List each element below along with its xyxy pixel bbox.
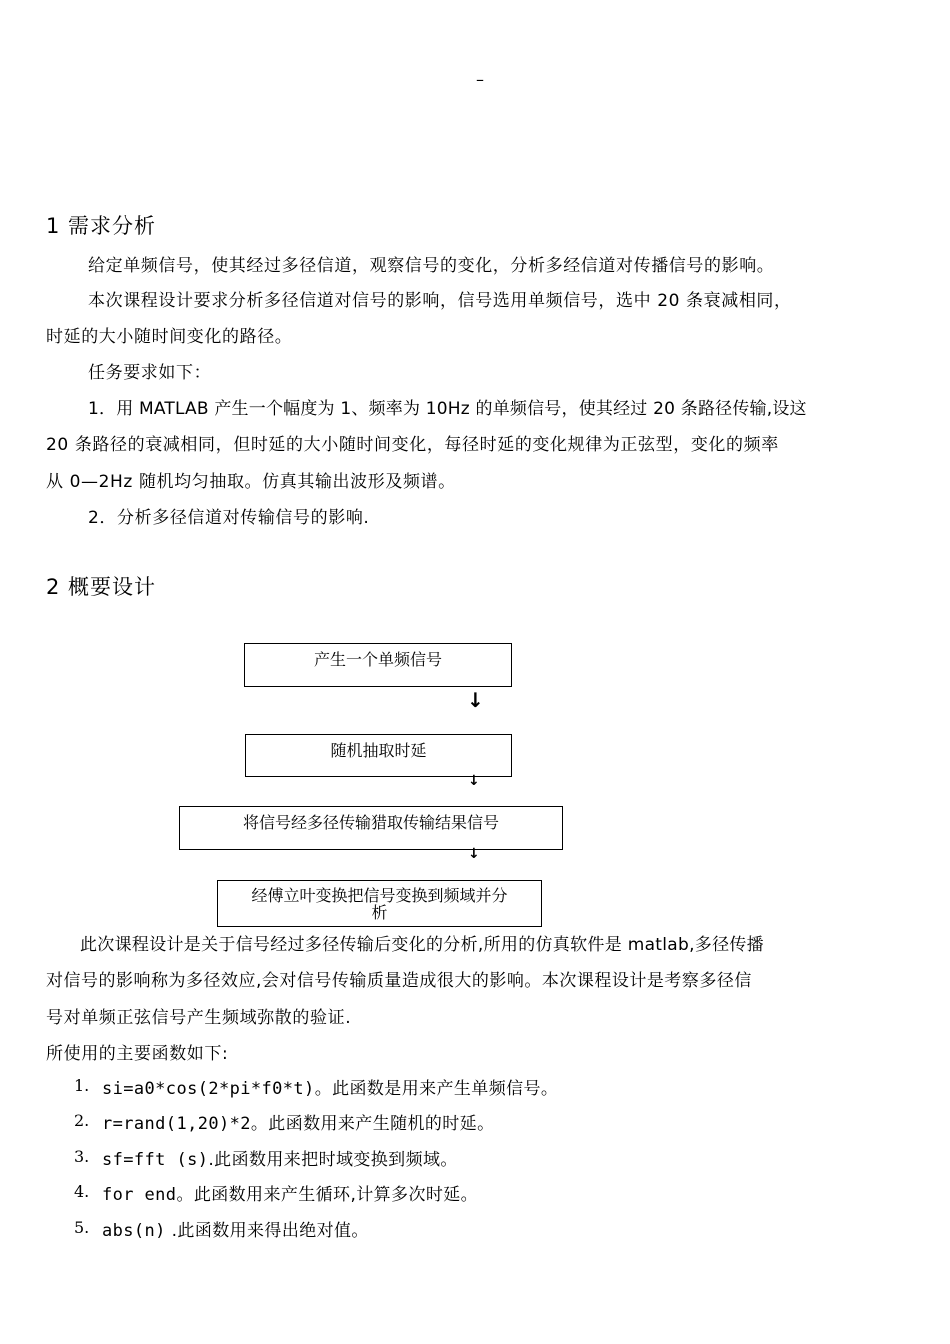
flow-step-text: 析 <box>371 903 388 922</box>
flow-step-text: 经傅立叶变换把信号变换到频域并分 <box>251 886 508 905</box>
paragraph: 此次课程设计是关于信号经过多径传输后变化的分析,所用的仿真软件是 matlab,多径传播 <box>80 935 764 955</box>
paragraph: 本次课程设计要求分析多径信道对信号的影响，信号选用单频信号，选中 20 条衰减相同， <box>88 291 792 311</box>
functions-intro: 所使用的主要函数如下: <box>46 1044 229 1064</box>
list-item <box>102 1180 478 1205</box>
down-arrow-icon: ↓ <box>467 688 484 712</box>
function-code: si=a0*cos(2*pi*f0*t) <box>102 1079 315 1099</box>
paragraph: 号对单频正弦信号产生频域弥散的验证. <box>46 1008 352 1028</box>
down-arrow-icon: ↓ <box>468 846 480 862</box>
function-desc: 。此函数用来产生循环,计算多次时延。 <box>176 1185 479 1205</box>
down-arrow-icon: ↓ <box>468 773 480 789</box>
section-heading-requirements: 1 需求分析 <box>46 214 157 238</box>
function-desc: 。此函数是用来产生单频信号。 <box>314 1079 559 1099</box>
page-header-dash: – <box>476 70 484 89</box>
flow-step-generate-signal: 产生一个单频信号 <box>244 643 512 687</box>
function-code: r=rand(1,20)*2 <box>102 1114 251 1134</box>
paragraph: 时延的大小随时间变化的路径。 <box>46 327 293 347</box>
function-desc: 。此函数用来产生随机的时延。 <box>250 1114 495 1134</box>
flow-step-random-delay: 随机抽取时延 <box>245 734 512 777</box>
function-desc: .此函数用来得出绝对值。 <box>165 1221 369 1241</box>
list-number: 5. <box>74 1218 90 1237</box>
list-number: 4. <box>74 1182 90 1201</box>
list-number: 2. <box>74 1111 90 1130</box>
list-item <box>102 1216 369 1241</box>
function-code: abs(n) <box>102 1221 166 1241</box>
tasks-intro: 任务要求如下： <box>88 363 212 383</box>
list-item <box>102 1074 558 1099</box>
paragraph: 给定单频信号，使其经过多径信道，观察信号的变化，分析多经信道对传播信号的影响。 <box>88 256 775 276</box>
function-desc: .此函数用来把时域变换到频域。 <box>208 1150 458 1170</box>
task-item: 1．用 MATLAB 产生一个幅度为 1、频率为 10Hz 的单频信号，使其经过 20 条路径传输,设这 <box>88 399 807 419</box>
flow-step-fourier-transform <box>217 880 542 927</box>
task-item: 从 0—2Hz 随机均匀抽取。仿真其输出波形及频谱。 <box>46 472 456 492</box>
function-code: sf=fft (s) <box>102 1150 209 1170</box>
paragraph: 对信号的影响称为多径效应,会对信号传输质量造成很大的影响。本次课程设计是考察多径信 <box>46 971 752 991</box>
section-heading-overview-design: 2 概要设计 <box>46 575 157 599</box>
list-number: 3. <box>74 1147 90 1166</box>
task-item: 2．分析多径信道对传输信号的影响. <box>88 508 370 528</box>
list-number: 1. <box>74 1076 90 1095</box>
flow-step-multipath-transmit: 将信号经多径传输猎取传输结果信号 <box>179 806 563 850</box>
task-item: 20 条路径的衰减相同，但时延的大小随时间变化，每径时延的变化规律为正弦型，变化的频率 <box>46 435 779 455</box>
list-item <box>102 1109 495 1134</box>
function-code: for end <box>102 1185 177 1205</box>
list-item <box>102 1145 458 1170</box>
